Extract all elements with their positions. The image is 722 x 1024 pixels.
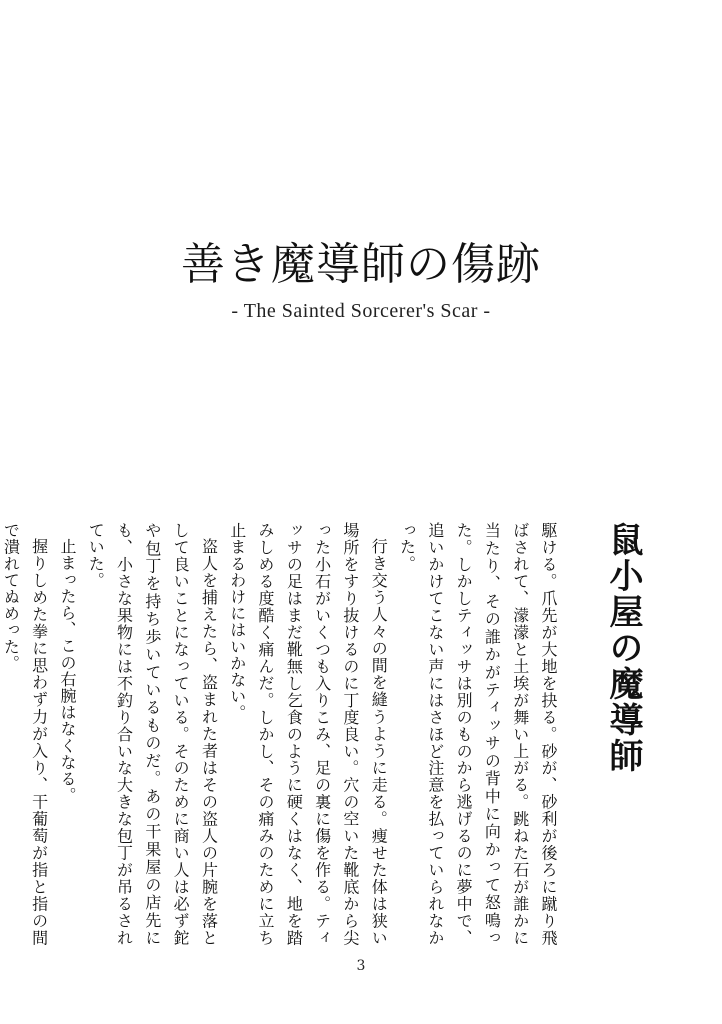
paragraph: 握りしめた拳に思わず力が入り、干葡萄が指と指の間で潰れてぬめった。 <box>1 522 49 946</box>
page-number: 3 <box>356 958 366 974</box>
paragraph: 盗人を捕えたら、盗まれた者はその盗人の片腕を落として良いことになっている。そのために商い人は必ず鉈や包丁を持ち歩いているものだ。あの干果屋の店先にも、小さな果物には不釣り合いな大きな包丁が吊るされていた。 <box>86 522 219 946</box>
paragraph: 止まったら、この右腕はなくなる。 <box>57 538 77 804</box>
paragraph: 行き交う人々の間を縫うように走る。痩せた体は狭い場所をすり抜けるのに丁度良い。穴の空いた靴底から尖った小石がいくつも入りこみ、足の裏に傷を作る。ティッサの足はまだ靴無し乞食のように硬くはなく、地を踏みしめる度酷く痛んだ。しかし、その痛みのために立ち止まるわけにはいかない。 <box>227 522 389 946</box>
body-text <box>0 522 562 946</box>
book-subtitle: - The Sainted Sorcerer's Scar - <box>231 300 491 322</box>
book-title: 善き魔導師の傷跡 <box>181 239 541 290</box>
chapter-heading: 鼠小屋の魔導師 <box>603 522 643 774</box>
paragraph: 駆ける。爪先が大地を抉る。砂が、砂利が後ろに蹴り飛ばされて、濛濛と土埃が舞い上がる。跳ねた石が誰かに当たり、その誰かがティッサの背中に向かって怒鳴った。しかしティッサは別のものから逃げるのに夢中で、追いかけてこない声にはさほど注意を払っていられなかった。 <box>397 522 558 946</box>
